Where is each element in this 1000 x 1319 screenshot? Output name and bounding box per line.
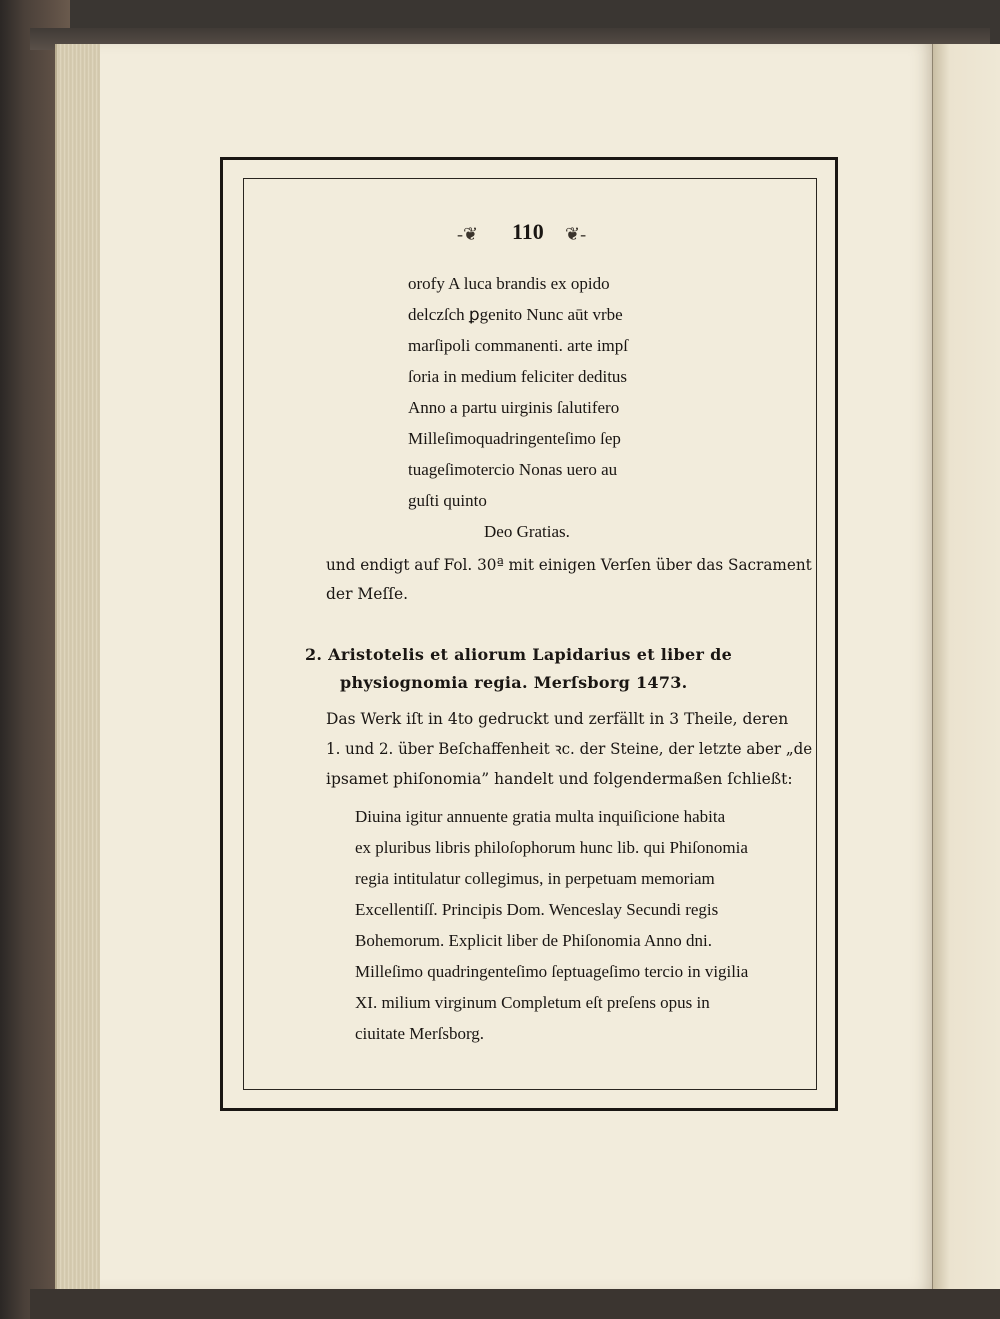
ornament-left-icon: -❦ (457, 224, 479, 244)
quote-line: Excellentiſſ. Principis Dom. Wenceslay Secundi regis (355, 900, 719, 919)
quote-line: ciuitate Merſsborg. (355, 1024, 485, 1043)
colophon-line: tuageſimotercio Nonas uero au (408, 460, 618, 479)
book-cover-bottom (30, 1289, 1000, 1319)
quote-line: ex pluribus libris philoſophorum hunc lib. qui Phiſonomia (355, 838, 748, 857)
colophon-line: orofy A luca brandis ex opido (408, 274, 610, 293)
paragraph-line: der Meſſe. (326, 585, 409, 603)
colophon-line: Milleſimoquadringenteſimo ſep (408, 429, 621, 448)
paragraph-line: Das Werk iſt in 4to gedruckt und zerfällt in 3 Theile, deren (326, 710, 789, 728)
colophon-line: marſipoli commanenti. arte impſ (408, 336, 628, 355)
colophon-line: guſti quinto (408, 491, 487, 510)
section-heading: physiognomia regia. Merſsborg 1473. (340, 673, 688, 692)
quote-line: Bohemorum. Explicit liber de Phiſonomia Anno dni. (355, 931, 712, 950)
quote-line: Milleſimo quadringenteſimo ſeptuageſimo tercio in vigilia (355, 962, 749, 981)
colophon-line: Anno a partu uirginis ſalutifero (408, 398, 620, 417)
ornament-right-icon: ❦- (565, 224, 587, 244)
facing-page (932, 44, 1000, 1289)
quote-line: regia intitulatur collegimus, in perpetuam memoriam (355, 869, 715, 888)
colophon-closing: Deo Gratias. (484, 522, 570, 541)
page-number: 110 (512, 219, 544, 244)
quote-line: XI. milium virginum Completum eſt preſens opus in (355, 993, 710, 1012)
paragraph-line: und endigt auf Fol. 30ª mit einigen Verſen über das Sacrament (326, 556, 812, 574)
quote-line: Diuina igitur annuente gratia multa inquiſicione habita (355, 807, 726, 826)
colophon-line: delczſch ꝑgenito Nunc aūt vrbe (408, 305, 623, 324)
section-heading: 2. Aristotelis et aliorum Lapidarius et liber de (305, 645, 733, 664)
colophon-line: ſoria in medium feliciter deditus (408, 367, 628, 386)
page-edges (55, 44, 105, 1289)
paragraph-line: ipsamet phiſonomia” handelt und folgendermaßen ſchließt: (326, 770, 793, 788)
paragraph-line: 1. und 2. über Beſchaffenheit ꝛc. der Steine, der letzte aber „de (326, 740, 813, 758)
